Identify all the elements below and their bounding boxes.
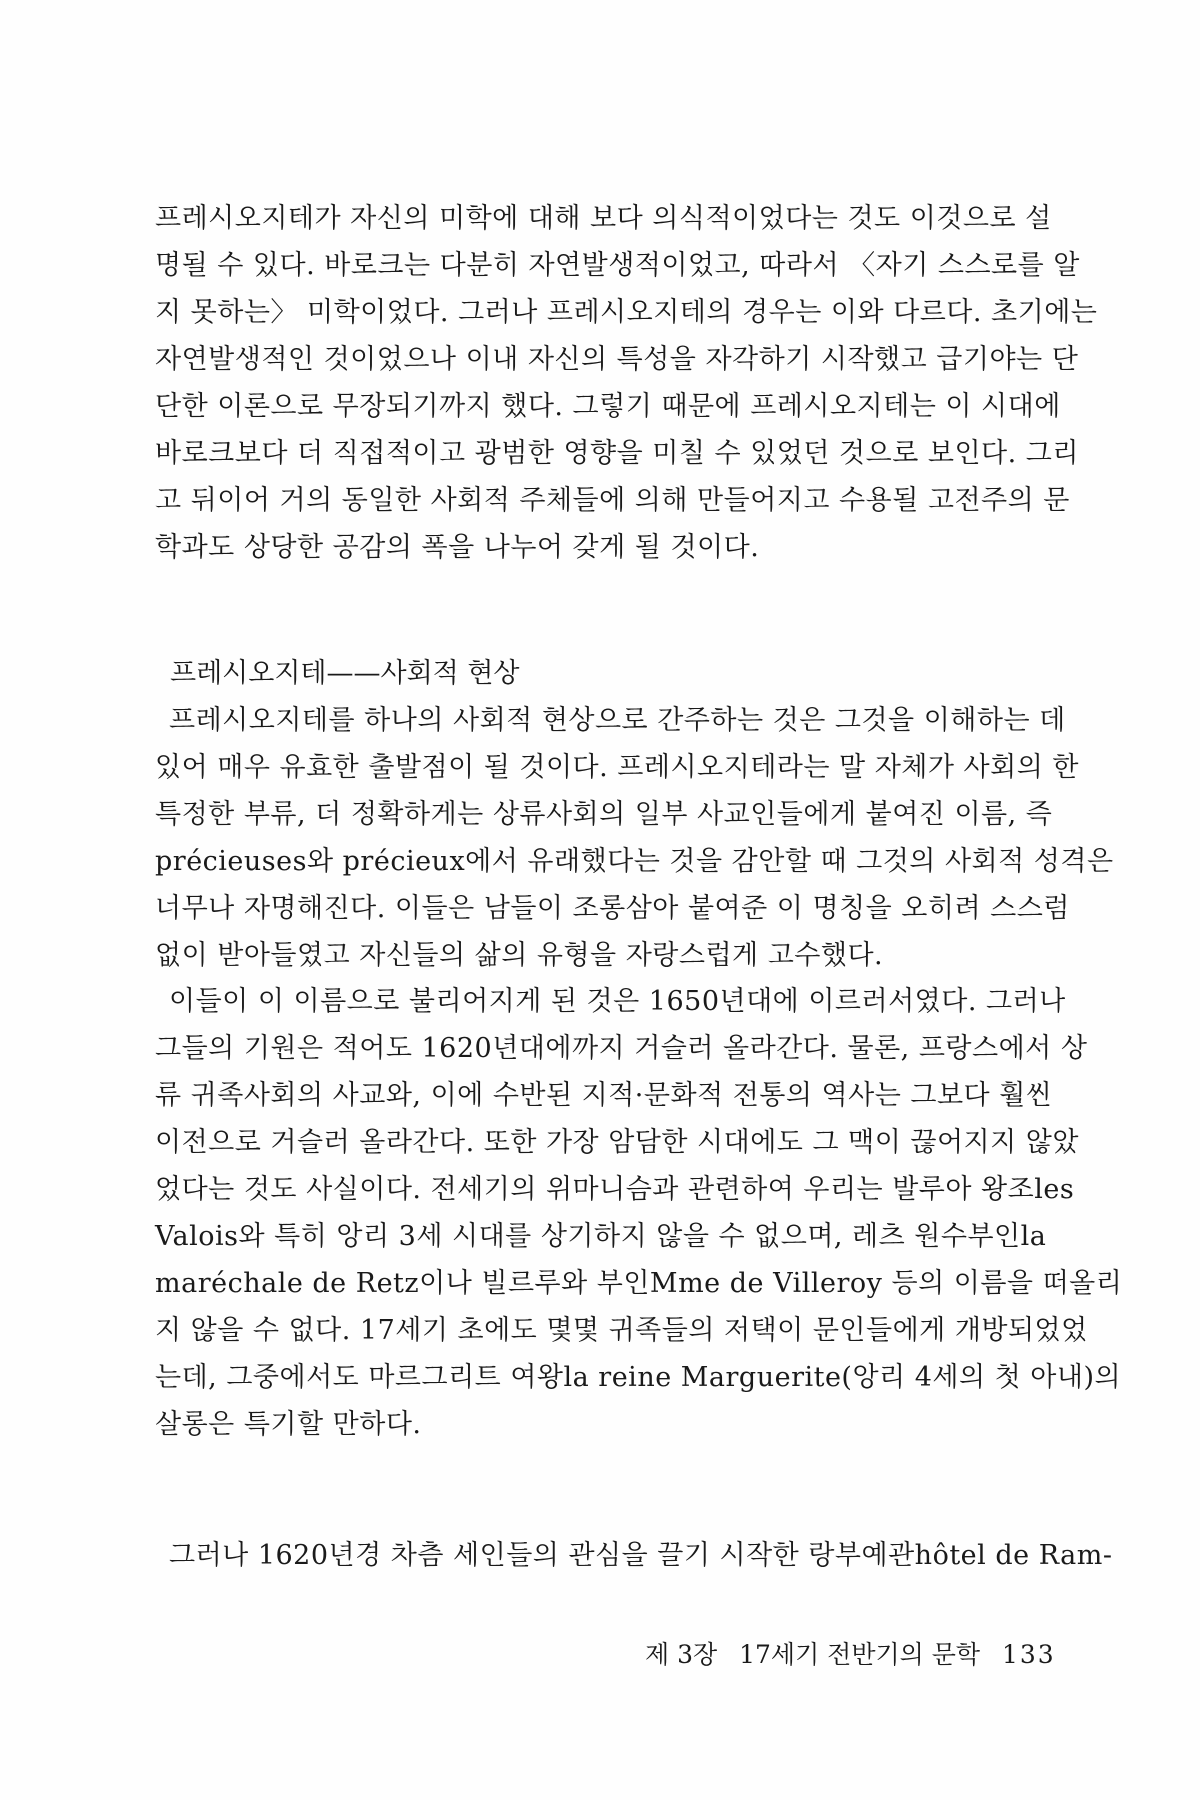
text-line: 이전으로 거슬러 올라간다. 또한 가장 암담한 시대에도 그 맥이 끊어지지 않았 (155, 1127, 1079, 1158)
text-line: 학과도 상당한 공감의 폭을 나누어 갖게 될 것이다. (155, 532, 760, 563)
chapter-title: 17세기 전반기의 문학 (739, 1640, 981, 1669)
chapter-label: 제 3장 (645, 1640, 718, 1669)
text-line: Valois와 특히 앙리 3세 시대를 상기하지 않을 수 없으며, 레츠 원수부인la (155, 1221, 1047, 1252)
text-line: 단한 이론으로 무장되기까지 했다. 그렇기 때문에 프레시오지테는 이 시대에 (155, 391, 1061, 422)
text-line: 고 뒤이어 거의 동일한 사회적 주체들에 의해 만들어지고 수용될 고전주의 문 (155, 485, 1070, 516)
page-number: 133 (1001, 1640, 1056, 1669)
page-footer (645, 1635, 1056, 1675)
paragraph (155, 1532, 1113, 1579)
text-line: 프레시오지테가 자신의 미학에 대해 보다 의식적이었다는 것도 이것으로 설 (155, 203, 1052, 234)
text-line: 너무나 자명해진다. 이들은 남들이 조롱삼아 붙여준 이 명칭을 오히려 스스럼 (155, 893, 1070, 924)
text-line: 었다는 것도 사실이다. 전세기의 위마니슴과 관련하여 우리는 발루아 왕조les (155, 1174, 1075, 1205)
text-line: 류 귀족사회의 사교와, 이에 수반된 지적·문화적 전통의 역사는 그보다 훨씬 (155, 1080, 1053, 1111)
text-line: 있어 매우 유효한 출발점이 될 것이다. 프레시오지테라는 말 자체가 사회의 한 (155, 752, 1079, 783)
paragraph (155, 978, 1123, 1448)
text-line: maréchale de Retz이나 빌르루와 부인Mme de Villeroy 등의 이름을 떠올리 (155, 1268, 1123, 1299)
section-heading: 프레시오지테——사회적 현상 (170, 658, 520, 689)
text-line: 는데, 그중에서도 마르그리트 여왕la reine Marguerite(앙리 4세의 첫 아내)의 (155, 1362, 1122, 1393)
text-line: 자연발생적인 것이었으나 이내 자신의 특성을 자각하기 시작했고 급기야는 단 (155, 344, 1079, 375)
text-line: 특정한 부류, 더 정확하게는 상류사회의 일부 사교인들에게 붙여진 이름, 즉 (155, 799, 1053, 830)
paragraph (155, 697, 1114, 979)
paragraph (155, 195, 1098, 571)
text-line: 없이 받아들였고 자신들의 삶의 유형을 자랑스럽게 고수했다. (155, 940, 884, 971)
text-line: 그들의 기원은 적어도 1620년대에까지 거슬러 올라간다. 물론, 프랑스에서 상 (155, 1033, 1088, 1064)
text-line: 살롱은 특기할 만하다. (155, 1409, 422, 1440)
text-line: 지 못하는〉 미학이었다. 그러나 프레시오지테의 경우는 이와 다르다. 초기에는 (155, 297, 1098, 328)
text-line: 이들이 이 이름으로 불리어지게 된 것은 1650년대에 이르러서였다. 그러나 (169, 986, 1066, 1017)
text-line: 프레시오지테를 하나의 사회적 현상으로 간주하는 것은 그것을 이해하는 데 (169, 705, 1066, 736)
text-line: 그러나 1620년경 차츰 세인들의 관심을 끌기 시작한 랑부예관hôtel de Ram- (169, 1540, 1113, 1571)
text-line: précieuses와 précieux에서 유래했다는 것을 감안할 때 그것의 사회적 성격은 (155, 846, 1114, 877)
text-line: 명될 수 있다. 바로크는 다분히 자연발생적이었고, 따라서 〈자기 스스로를 알 (155, 250, 1080, 281)
text-line: 바로크보다 더 직접적이고 광범한 영향을 미칠 수 있었던 것으로 보인다. 그리 (155, 438, 1079, 469)
text-line: 지 않을 수 없다. 17세기 초에도 몇몇 귀족들의 저택이 문인들에게 개방되었었 (155, 1315, 1088, 1346)
